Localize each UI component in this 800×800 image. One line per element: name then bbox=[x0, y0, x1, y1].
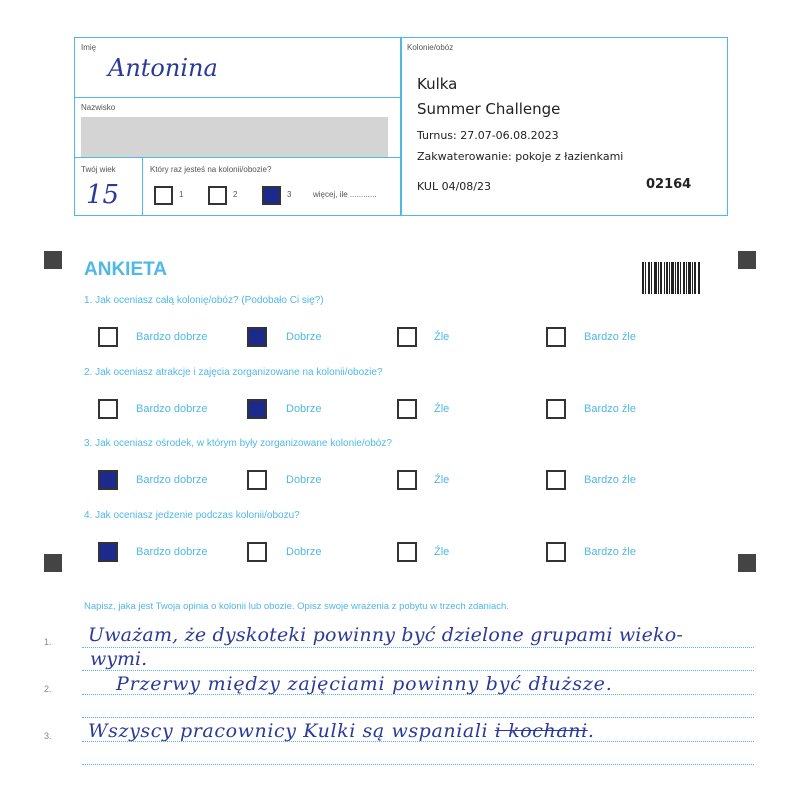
divider bbox=[142, 157, 143, 215]
q4-option-dobrze[interactable] bbox=[247, 542, 267, 562]
q2-option-dobrze[interactable] bbox=[247, 399, 267, 419]
zakwaterowanie-text: Zakwaterowanie: pokoje z łazienkami bbox=[417, 150, 624, 163]
q4-option-label: Bardzo źle bbox=[584, 546, 636, 558]
kolonie-label: Kolonie/obóz bbox=[407, 43, 454, 52]
answer-line-3 bbox=[88, 720, 594, 742]
q2-option-bardzo-zle[interactable] bbox=[546, 399, 566, 419]
q1-option-zle[interactable] bbox=[397, 327, 417, 347]
wiek-value: 15 bbox=[86, 180, 120, 210]
ktory-raz-label: Który raz jesteś na kolonii/obozie? bbox=[150, 165, 272, 174]
imie-value: Antonina bbox=[108, 54, 218, 82]
redacted-surname bbox=[81, 117, 388, 157]
form-number: 02164 bbox=[646, 177, 692, 192]
answer-line-1a: Uważam, że dyskoteki powinny być dzielone grupami wieko- bbox=[88, 624, 683, 646]
q1-option-bardzo-zle[interactable] bbox=[546, 327, 566, 347]
line-number-3: 3. bbox=[44, 731, 52, 741]
question-3: 3. Jak oceniasz ośrodek, w którym były zorganizowane kolonie/obóz? bbox=[84, 438, 392, 449]
q3-option-label: Bardzo dobrze bbox=[136, 474, 208, 486]
registration-marker bbox=[44, 251, 62, 269]
writing-line bbox=[82, 670, 754, 671]
times-checkbox-3[interactable] bbox=[262, 186, 281, 205]
answer-line-2: Przerwy między zajęciami powinny być dłuższe. bbox=[116, 673, 613, 695]
camp-name-1: Kulka bbox=[417, 75, 458, 93]
times-checkbox-1[interactable] bbox=[154, 186, 173, 205]
wiek-label: Twój wiek bbox=[81, 165, 116, 174]
writing-line bbox=[82, 764, 754, 765]
answer-line-3-struck: i kochani bbox=[494, 720, 588, 742]
times-label-3: 3 bbox=[287, 190, 292, 199]
q4-option-label: Dobrze bbox=[286, 546, 322, 558]
line-number-2: 2. bbox=[44, 684, 52, 694]
question-4: 4. Jak oceniasz jedzenie podczas kolonii/obozu? bbox=[84, 510, 300, 521]
nazwisko-label: Nazwisko bbox=[81, 103, 116, 112]
times-label-2: 2 bbox=[233, 190, 238, 199]
q1-option-label: Bardzo dobrze bbox=[136, 331, 208, 343]
q2-option-zle[interactable] bbox=[397, 399, 417, 419]
answer-line-1b: wymi. bbox=[90, 648, 148, 670]
q3-option-bardzo-dobrze[interactable] bbox=[98, 470, 118, 490]
writing-line bbox=[82, 647, 754, 648]
imie-label: Imię bbox=[81, 43, 97, 52]
q3-option-label: Źle bbox=[434, 474, 450, 486]
q1-option-label: Bardzo źle bbox=[584, 331, 636, 343]
q2-option-label: Bardzo źle bbox=[584, 403, 636, 415]
turnus-text: Turnus: 27.07-06.08.2023 bbox=[417, 129, 559, 142]
camp-name-2: Summer Challenge bbox=[417, 100, 561, 118]
registration-marker bbox=[738, 251, 756, 269]
q3-option-label: Dobrze bbox=[286, 474, 322, 486]
q3-option-bardzo-zle[interactable] bbox=[546, 470, 566, 490]
q1-option-label: Dobrze bbox=[286, 331, 322, 343]
wiecej-label: więcej, ile ............ bbox=[313, 190, 377, 199]
q2-option-label: Dobrze bbox=[286, 403, 322, 415]
survey-title: ANKIETA bbox=[84, 259, 168, 280]
q1-option-bardzo-dobrze[interactable] bbox=[98, 327, 118, 347]
q4-option-bardzo-zle[interactable] bbox=[546, 542, 566, 562]
q3-option-label: Bardzo źle bbox=[584, 474, 636, 486]
q3-option-dobrze[interactable] bbox=[247, 470, 267, 490]
opinion-prompt: Napisz, jaka jest Twoja opinia o kolonii lub obozie. Opisz swoje wrażenia z pobytu w trzech zdaniach. bbox=[84, 601, 509, 612]
answer-line-3-end: . bbox=[587, 720, 595, 742]
times-checkbox-2[interactable] bbox=[208, 186, 227, 205]
barcode bbox=[642, 262, 700, 294]
registration-marker bbox=[44, 554, 62, 572]
q4-option-label: Źle bbox=[434, 546, 450, 558]
q2-option-label: Bardzo dobrze bbox=[136, 403, 208, 415]
q1-option-label: Źle bbox=[434, 331, 450, 343]
q3-option-zle[interactable] bbox=[397, 470, 417, 490]
q4-option-label: Bardzo dobrze bbox=[136, 546, 208, 558]
q1-option-dobrze[interactable] bbox=[247, 327, 267, 347]
line-number-1: 1. bbox=[44, 637, 52, 647]
divider bbox=[74, 157, 400, 158]
divider bbox=[74, 97, 400, 98]
times-label-1: 1 bbox=[179, 190, 184, 199]
question-2: 2. Jak oceniasz atrakcje i zajęcia zorganizowane na kolonii/obozie? bbox=[84, 367, 383, 378]
question-1: 1. Jak oceniasz całą kolonię/obóz? (Podobało Ci się?) bbox=[84, 295, 324, 306]
q2-option-bardzo-dobrze[interactable] bbox=[98, 399, 118, 419]
answer-line-3-text: Wszyscy pracownicy Kulki są wspaniali bbox=[88, 720, 489, 742]
kul-code: KUL 04/08/23 bbox=[417, 180, 491, 193]
q4-option-bardzo-dobrze[interactable] bbox=[98, 542, 118, 562]
q2-option-label: Źle bbox=[434, 403, 450, 415]
writing-line bbox=[82, 717, 754, 718]
q4-option-zle[interactable] bbox=[397, 542, 417, 562]
registration-marker bbox=[738, 554, 756, 572]
